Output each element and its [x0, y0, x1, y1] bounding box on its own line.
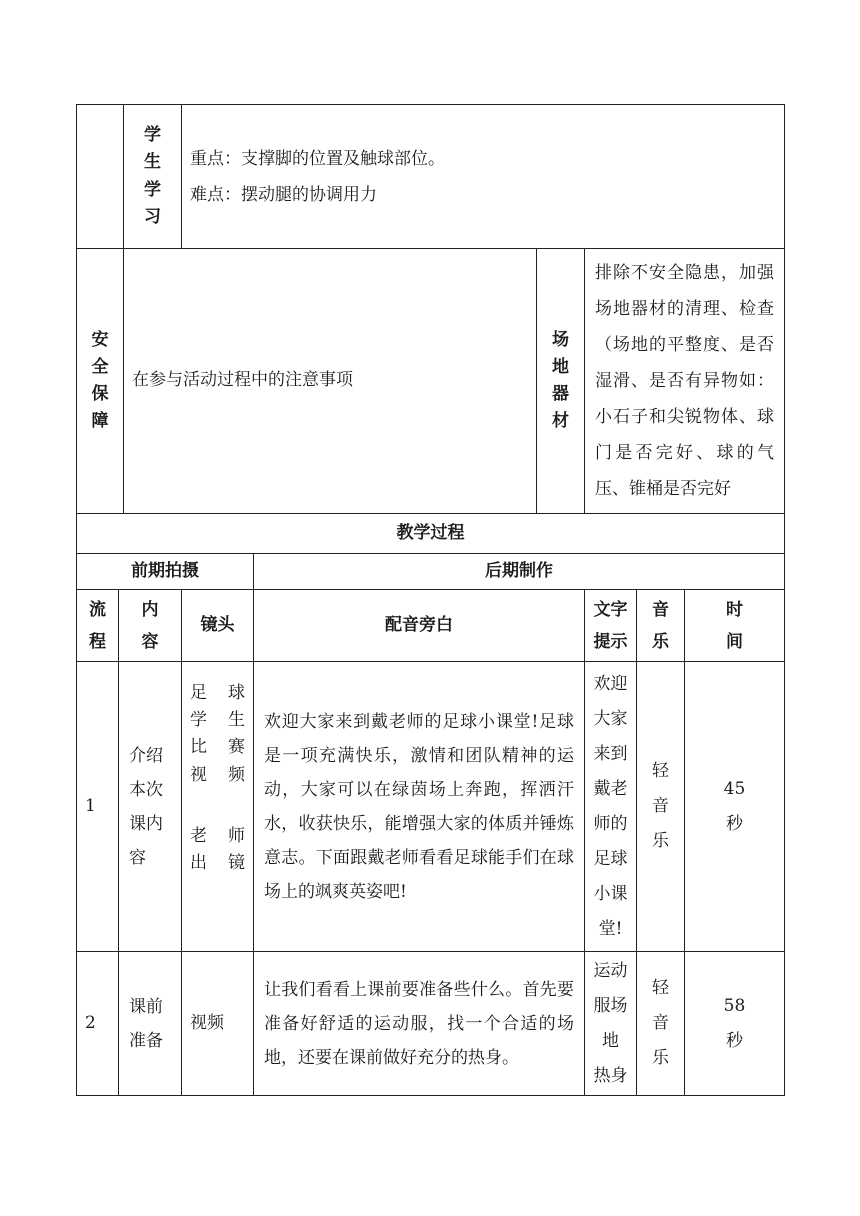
safety-content: 在参与活动过程中的注意事项 [124, 249, 537, 514]
safety-row [77, 249, 785, 514]
music-header: 音 乐 [637, 590, 685, 662]
difficulty-text: 难点：摆动腿的协调用力 [190, 184, 377, 205]
caption-header: 文字 提示 [585, 590, 637, 662]
row-caption: 运动 服场 地 热身 [585, 952, 637, 1096]
narration-header: 配音旁白 [254, 590, 585, 662]
key-point-text: 重点：支撑脚的位置及触球部位。 [190, 148, 445, 169]
pre-production-header: 前期拍摄 [77, 554, 254, 590]
lesson-plan-table [76, 104, 785, 1096]
flow-header: 流 程 [77, 590, 119, 662]
row-number: 1 [77, 662, 119, 952]
row-time: 45 秒 [685, 662, 785, 952]
process-title: 教学过程 [77, 514, 785, 554]
time-header: 时 间 [685, 590, 785, 662]
row-narration: 让我们看看上课前要准备些什么。首先要准备好舒适的运动服，找一个合适的场地，还要在课前做好充分的热身。 [254, 952, 585, 1096]
row-shot: 足 球 学 生 比 赛 视 频 老 师 出 镜 [182, 662, 254, 952]
blank-cell [77, 105, 124, 249]
process-title-row [77, 514, 785, 554]
shot-header: 镜头 [182, 590, 254, 662]
row-time: 58 秒 [685, 952, 785, 1096]
table-row [77, 662, 785, 952]
row-content: 介绍 本次 课内 容 [119, 662, 182, 952]
content-header: 内 容 [119, 590, 182, 662]
row-caption: 欢迎 大家 来到 戴老 师的 足球 小课 堂! [585, 662, 637, 952]
row-shot: 视频 [182, 952, 254, 1096]
equipment-label: 场 地 器 材 [537, 249, 585, 514]
student-study-content [182, 105, 785, 249]
student-study-row [77, 105, 785, 249]
student-study-label: 学 生 学 习 [124, 105, 182, 249]
post-production-header: 后期制作 [254, 554, 785, 590]
row-music: 轻 音 乐 [637, 952, 685, 1096]
column-header-row [77, 590, 785, 662]
production-row [77, 554, 785, 590]
table-row [77, 952, 785, 1096]
row-narration: 欢迎大家来到戴老师的足球小课堂!足球是一项充满快乐，激情和团队精神的运动，大家可以在绿茵场上奔跑，挥洒汗水，收获快乐，能增强大家的体质并锤炼意志。下面跟戴老师看看足球能手们在球场上的飒爽英姿吧! [254, 662, 585, 952]
equipment-content: 排除不安全隐患，加强场地器材的清理、检查（场地的平整度、是否湿滑、是否有异物如：小石子和尖锐物体、球门是否完好、球的气压、锥桶是否完好 [585, 249, 785, 514]
row-content: 课前 准备 [119, 952, 182, 1096]
row-music: 轻 音 乐 [637, 662, 685, 952]
row-number: 2 [77, 952, 119, 1096]
safety-label: 安 全 保 障 [77, 249, 124, 514]
